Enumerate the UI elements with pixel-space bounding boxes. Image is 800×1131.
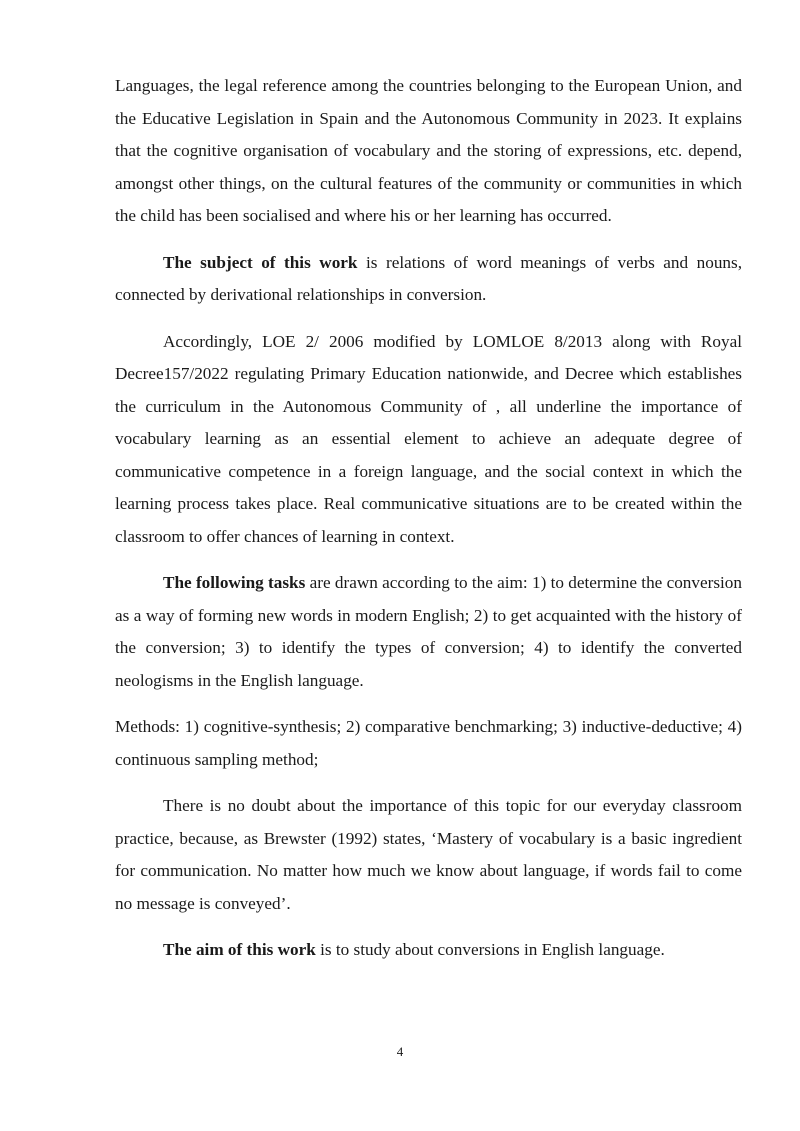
subject-text: is relations of word meanings of verbs and nouns, connected by derivational relationships in conversion.: [115, 252, 742, 304]
paragraph-aim-of-work: [115, 934, 742, 967]
page-number: 4: [396, 1044, 404, 1059]
paragraph-importance-of-topic: There is no doubt about the importance of this topic for our everyday classroom practice, because, as Brewster (1992) states, ‘Mastery of vocabulary is a basic ingredient for communication. No matter how much we know about language, if words fail to come no message is conveyed’.: [115, 796, 742, 913]
tasks-text: are drawn according to the aim: 1) to determine the conversion as a way of forming new words in modern English; 2) to get acquainted with the history of the conversion; 3) to identify the types of conversion; 4) to identify the converted neologisms in the English language.: [115, 573, 742, 690]
subject-heading-bold: The subject of this work: [163, 252, 358, 272]
aim-text: is to study about conversions in English language.: [315, 940, 665, 959]
paragraph-subject-of-work: [115, 247, 742, 312]
tasks-heading-bold: The following tasks: [163, 573, 306, 592]
paragraph-legislation: Accordingly, LOE 2/ 2006 modified by LOMLOE 8/2013 along with Royal Decree157/2022 regulating Primary Education nationwide, and Decree which establishes the curriculum in the Autonomous Community of , all underline the importance of vocabulary learning as an essential element to achieve an adequate degree of communicative competence in a foreign language, and the social context in which the learning process takes place. Real communicative situations are to be created within the classroom to offer chances of learning in context.: [115, 331, 742, 546]
aim-heading-bold: The aim of this work: [163, 940, 316, 959]
document-page-body: [115, 70, 742, 967]
paragraph-languages-legal-reference: Languages, the legal reference among the countries belonging to the European Union, and the Educative Legislation in Spain and the Autonomous Community in 2023. It explains that the cognitive organisation of vocabulary and the storing of expressions, etc. depend, amongst other things, on the cultural features of the community or communities in which the child has been socialised and where his or her learning has occurred.: [115, 76, 742, 225]
paragraph-following-tasks: [115, 567, 742, 697]
paragraph-methods: Methods: 1) cognitive-synthesis; 2) comparative benchmarking; 3) inductive-deductive; 4) continuous sampling method;: [115, 717, 742, 769]
